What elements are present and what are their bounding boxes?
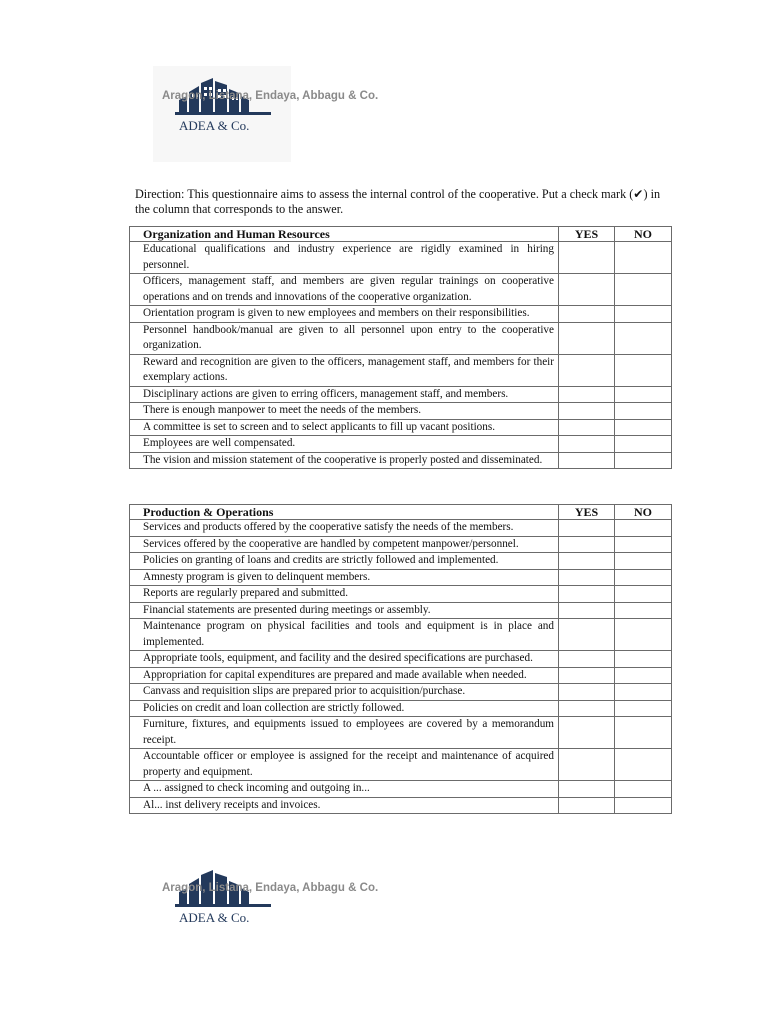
question-row xyxy=(130,436,672,453)
no-checkbox-cell[interactable] xyxy=(615,306,672,323)
question-text: A ... assigned to check incoming and outgoing in... xyxy=(130,781,559,798)
question-text: Al... inst delivery receipts and invoices. xyxy=(130,797,559,814)
no-header: NO xyxy=(615,227,672,242)
question-row xyxy=(130,274,672,306)
question-row xyxy=(130,717,672,749)
firm-name: Aragon, Listana, Endaya, Abbagu & Co. xyxy=(162,882,379,894)
question-text: Educational qualifications and industry experience are rigidly examined in hiring personnel. xyxy=(130,242,559,274)
yes-checkbox-cell[interactable] xyxy=(559,520,615,537)
question-text: Services and products offered by the cooperative satisfy the needs of the members. xyxy=(130,520,559,537)
question-row xyxy=(130,322,672,354)
question-text: Policies on granting of loans and credits are strictly followed and implemented. xyxy=(130,553,559,570)
no-checkbox-cell[interactable] xyxy=(615,403,672,420)
no-checkbox-cell[interactable] xyxy=(615,274,672,306)
production-operations-table xyxy=(129,504,672,814)
question-row xyxy=(130,619,672,651)
question-row xyxy=(130,553,672,570)
no-checkbox-cell[interactable] xyxy=(615,797,672,814)
brand-name: ADEA & Co. xyxy=(179,910,250,925)
yes-checkbox-cell[interactable] xyxy=(559,700,615,717)
firm-logo-watermark xyxy=(153,858,379,954)
question-row xyxy=(130,306,672,323)
no-checkbox-cell[interactable] xyxy=(615,602,672,619)
question-row xyxy=(130,419,672,436)
yes-checkbox-cell[interactable] xyxy=(559,419,615,436)
firm-name: Aragon, Listana, Endaya, Abbagu & Co. xyxy=(162,90,379,102)
yes-checkbox-cell[interactable] xyxy=(559,586,615,603)
no-checkbox-cell[interactable] xyxy=(615,520,672,537)
question-row xyxy=(130,684,672,701)
question-text: The vision and mission statement of the cooperative is properly posted and disseminated. xyxy=(130,452,559,469)
no-checkbox-cell[interactable] xyxy=(615,749,672,781)
no-checkbox-cell[interactable] xyxy=(615,684,672,701)
question-row xyxy=(130,354,672,386)
question-text: Reward and recognition are given to the officers, management staff, and members for their exemplary actions. xyxy=(130,354,559,386)
yes-checkbox-cell[interactable] xyxy=(559,403,615,420)
no-checkbox-cell[interactable] xyxy=(615,553,672,570)
yes-checkbox-cell[interactable] xyxy=(559,651,615,668)
yes-checkbox-cell[interactable] xyxy=(559,274,615,306)
yes-checkbox-cell[interactable] xyxy=(559,436,615,453)
yes-checkbox-cell[interactable] xyxy=(559,602,615,619)
no-checkbox-cell[interactable] xyxy=(615,419,672,436)
question-text: Furniture, fixtures, and equipments issued to employees are covered by a memorandum receipt. xyxy=(130,717,559,749)
firm-logo xyxy=(153,66,379,162)
question-text: Policies on credit and loan collection are strictly followed. xyxy=(130,700,559,717)
question-row xyxy=(130,797,672,814)
question-row xyxy=(130,386,672,403)
question-row xyxy=(130,403,672,420)
brand-name: ADEA & Co. xyxy=(179,118,250,133)
question-row xyxy=(130,520,672,537)
no-checkbox-cell[interactable] xyxy=(615,386,672,403)
no-checkbox-cell[interactable] xyxy=(615,322,672,354)
yes-checkbox-cell[interactable] xyxy=(559,781,615,798)
question-row xyxy=(130,536,672,553)
no-checkbox-cell[interactable] xyxy=(615,586,672,603)
question-text: Appropriation for capital expenditures are prepared and made available when needed. xyxy=(130,667,559,684)
question-text: Financial statements are presented during meetings or assembly. xyxy=(130,602,559,619)
question-text: Accountable officer or employee is assigned for the receipt and maintenance of acquired property and equipment. xyxy=(130,749,559,781)
no-checkbox-cell[interactable] xyxy=(615,436,672,453)
question-text: Appropriate tools, equipment, and facility and the desired specifications are purchased. xyxy=(130,651,559,668)
question-row xyxy=(130,586,672,603)
question-text: There is enough manpower to meet the needs of the members. xyxy=(130,403,559,420)
question-text: Orientation program is given to new employees and members on their responsibilities. xyxy=(130,306,559,323)
question-text: Reports are regularly prepared and submitted. xyxy=(130,586,559,603)
question-row xyxy=(130,452,672,469)
no-checkbox-cell[interactable] xyxy=(615,452,672,469)
yes-checkbox-cell[interactable] xyxy=(559,569,615,586)
no-checkbox-cell[interactable] xyxy=(615,536,672,553)
yes-checkbox-cell[interactable] xyxy=(559,749,615,781)
question-text: Services offered by the cooperative are handled by competent manpower/personnel. xyxy=(130,536,559,553)
question-text: Employees are well compensated. xyxy=(130,436,559,453)
yes-header: YES xyxy=(559,505,615,520)
no-checkbox-cell[interactable] xyxy=(615,619,672,651)
question-text: Canvass and requisition slips are prepared prior to acquisition/purchase. xyxy=(130,684,559,701)
question-row xyxy=(130,781,672,798)
no-checkbox-cell[interactable] xyxy=(615,667,672,684)
yes-checkbox-cell[interactable] xyxy=(559,306,615,323)
no-checkbox-cell[interactable] xyxy=(615,242,672,274)
yes-checkbox-cell[interactable] xyxy=(559,684,615,701)
yes-checkbox-cell[interactable] xyxy=(559,322,615,354)
section-title: Organization and Human Resources xyxy=(130,227,559,242)
yes-checkbox-cell[interactable] xyxy=(559,667,615,684)
no-checkbox-cell[interactable] xyxy=(615,354,672,386)
yes-header: YES xyxy=(559,227,615,242)
yes-checkbox-cell[interactable] xyxy=(559,386,615,403)
question-row xyxy=(130,242,672,274)
question-text: Disciplinary actions are given to erring officers, management staff, and members. xyxy=(130,386,559,403)
direction-text: Direction: This questionnaire aims to assess the internal control of the cooperative. Put a check mark (✔) in the column that corresponds to the answer. xyxy=(135,187,661,216)
yes-checkbox-cell[interactable] xyxy=(559,452,615,469)
yes-checkbox-cell[interactable] xyxy=(559,797,615,814)
question-row xyxy=(130,569,672,586)
question-row xyxy=(130,749,672,781)
yes-checkbox-cell[interactable] xyxy=(559,536,615,553)
yes-checkbox-cell[interactable] xyxy=(559,619,615,651)
no-checkbox-cell[interactable] xyxy=(615,700,672,717)
no-checkbox-cell[interactable] xyxy=(615,651,672,668)
no-checkbox-cell[interactable] xyxy=(615,569,672,586)
yes-checkbox-cell[interactable] xyxy=(559,354,615,386)
yes-checkbox-cell[interactable] xyxy=(559,717,615,749)
no-checkbox-cell[interactable] xyxy=(615,717,672,749)
question-text: A committee is set to screen and to select applicants to fill up vacant positions. xyxy=(130,419,559,436)
question-text: Personnel handbook/manual are given to all personnel upon entry to the cooperative organization. xyxy=(130,322,559,354)
no-header: NO xyxy=(615,505,672,520)
question-row xyxy=(130,667,672,684)
section-title: Production & Operations xyxy=(130,505,559,520)
no-checkbox-cell[interactable] xyxy=(615,781,672,798)
question-row xyxy=(130,602,672,619)
question-row xyxy=(130,700,672,717)
yes-checkbox-cell[interactable] xyxy=(559,553,615,570)
yes-checkbox-cell[interactable] xyxy=(559,242,615,274)
question-text: Maintenance program on physical facilities and tools and equipment is in place and implemented. xyxy=(130,619,559,651)
organization-hr-table xyxy=(129,226,672,469)
question-text: Amnesty program is given to delinquent members. xyxy=(130,569,559,586)
question-row xyxy=(130,651,672,668)
question-text: Officers, management staff, and members are given regular trainings on cooperative operations and on trends and innovations of the cooperative organization. xyxy=(130,274,559,306)
